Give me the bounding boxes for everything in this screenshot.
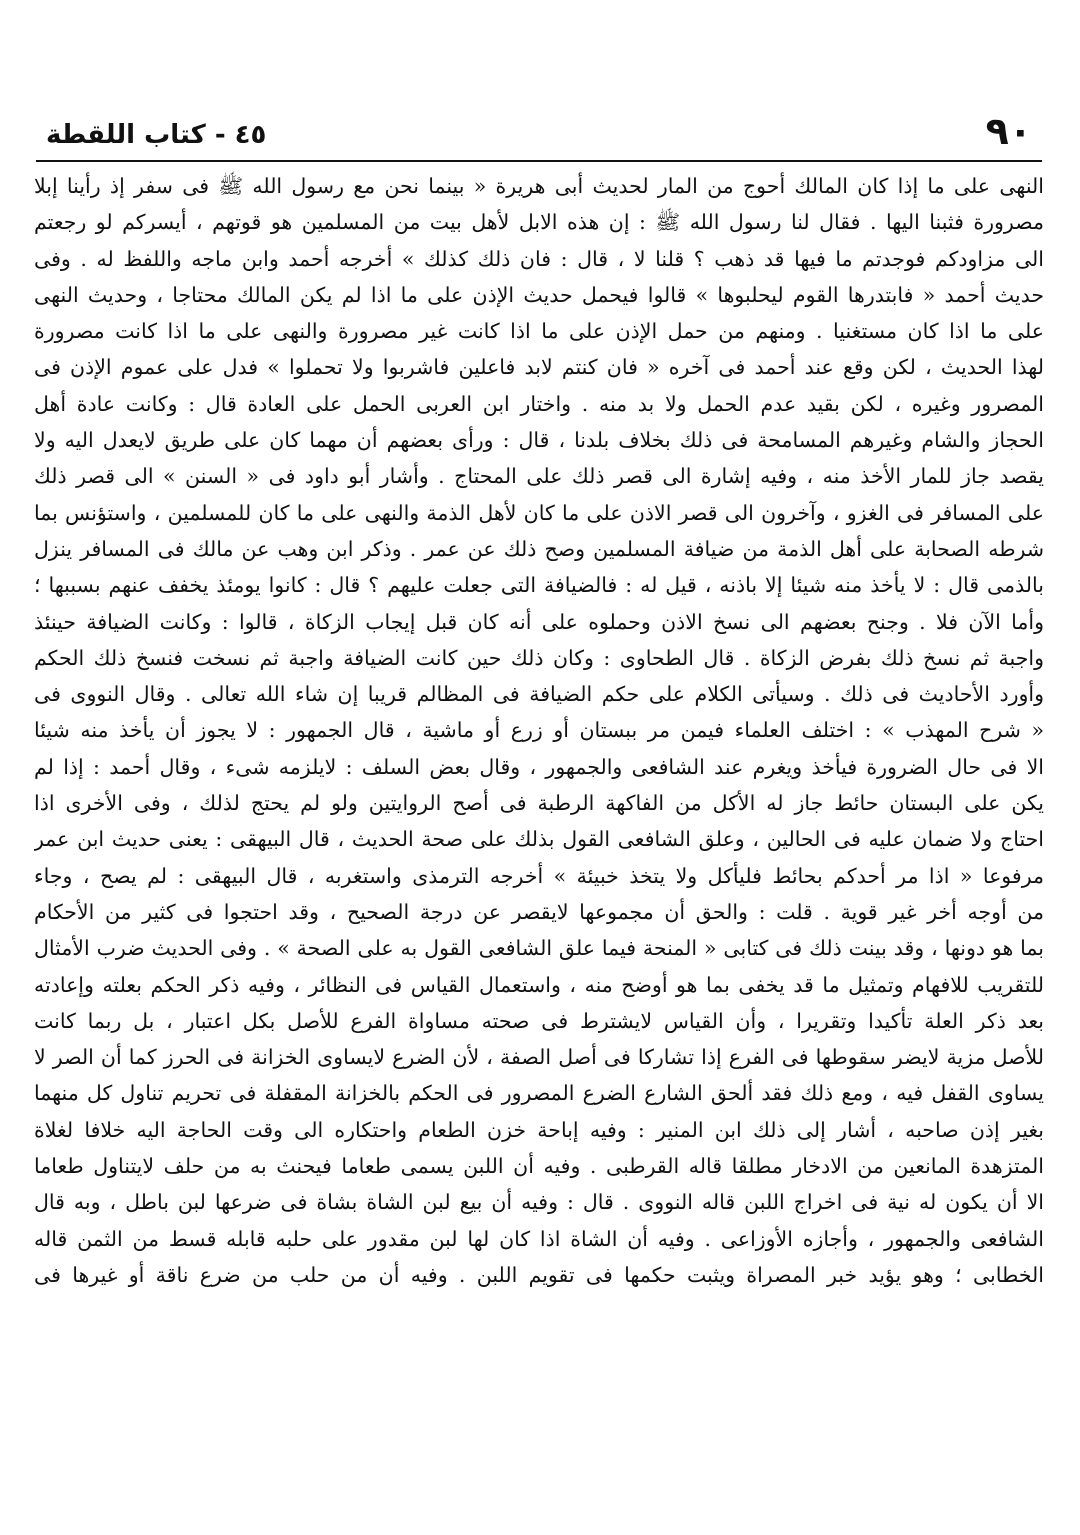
text-line: مصرورة فثبنا اليها . فقال لنا رسول الله ﷺ : إن هذه الابل لأهل بيت من المسلمين هو قوتهم ، أيسركم لو رجعتم: [34, 210, 1044, 235]
text-line: لهذا الحديث ، لكن وقع عند أحمد فى آخره « فان كنتم لابد فاعلين فاشربوا ولا تحملوا » فدل على عموم الإذن فى: [34, 355, 1044, 380]
text-line: احتاج ولا ضمان عليه فى الحالين ، وعلق الشافعى القول بذلك على صحة الحديث ، قال البيهقى : يعنى حديث ابن عمر: [34, 827, 1044, 852]
text-line: واجبة ثم نسخ ذلك بفرض الزكاة . قال الطحاوى : وكان ذلك حين كانت الضيافة واجبة ثم نسخت فنسخ ذلك الحكم: [34, 645, 1044, 670]
text-line: « شرح المهذب » : اختلف العلماء فيمن مر ببستان أو زرع أو ماشية ، قال الجمهور : لا يجوز أن يأخذ منه شيئا: [34, 718, 1044, 743]
text-line: بغير إذن صاحبه ، أشار إلى ذلك ابن المنير : وفيه إباحة خزن الطعام واحتكاره الى وقت الحاجة اليه خلافا لغلاة: [34, 1117, 1044, 1142]
text-line: يقصد جاز للمار الأخذ منه ، وفيه إشارة الى قصر ذلك على المحتاج . وأشار أبو داود فى « السنن » الى قصر ذلك: [34, 464, 1044, 489]
header-divider: [36, 160, 1042, 162]
text-line: مرفوعا « اذا مر أحدكم بحائط فليأكل ولا يتخذ خبيئة » أخرجه الترمذى واستغربه ، قال البيهقى : لم يصح ، وجاء: [34, 863, 1044, 888]
text-line: حديث أحمد « فابتدرها القوم ليحلبوها » قالوا فيحمل حديث الإذن على ما اذا لم يكن المالك محتاجا ، وحديث النهى: [34, 282, 1044, 307]
text-line: النهى على ما إذا كان المالك أحوج من المار لحديث أبى هريرة « بينما نحن مع رسول الله ﷺ فى سفر إذ رأينا إبلا: [34, 174, 1044, 198]
book-title: ٤٥ - كتاب اللقطة: [46, 120, 267, 150]
body-text: [34, 168, 1044, 1293]
document-page: [34, 100, 1044, 1520]
text-line: على ما اذا كان مستغنيا . ومنهم من حمل الإذن على ما اذا كانت غير مصرورة والنهى على ما اذا كانت مصرورة: [34, 319, 1044, 344]
text-line: من أوجه أخر غير قوية . قلت : والحق أن مجموعها لايقصر عن درجة الصحيح ، وقد احتجوا فى كثير من الأحكام: [34, 899, 1044, 924]
text-line: الحجاز والشام وغيرهم المسامحة فى ذلك بخلاف بلدنا ، قال : ورأى بعضهم أن مهما كان على طريق لايعدل اليه ولا: [34, 428, 1044, 453]
text-line: بعد ذكر العلة تأكيدا وتقريرا ، وأن القياس لايشترط فى صحته مساواة الفرع للأصل بكل اعتبار ، بل ربما كانت: [34, 1008, 1044, 1033]
text-line: الا أن يكون له نية فى اخراج اللبن قاله النووى . قال : وفيه أن بيع لبن الشاة بشاة فى ضرعها لبن باطل ، وبه قال: [34, 1190, 1044, 1215]
text-line: المتزهدة المانعين من الادخار مطلقا قاله القرطبى . وفيه أن اللبن يسمى طعاما فيحنث به من حلف لايتناول طعاما: [34, 1154, 1044, 1179]
text-line: بالذمى قال : لا يأخذ منه شيئا إلا باذنه ، قيل له : فالضيافة التى جعلت عليهم ؟ قال : كانوا يومئذ يخفف عنهم بسببها ؛: [34, 573, 1044, 598]
page-header: [34, 100, 1044, 160]
text-line: الا فى حال الضرورة فيأخذ ويغرم عند الشافعى والجمهور ، وقال بعض السلف : لايلزمه شىء ، وقال أحمد : إذا لم: [34, 754, 1044, 779]
text-line: بما هو دونها ، وقد بينت ذلك فى كتابى « المنحة فيما علق الشافعى القول به على الصحة » . وفى الحديث ضرب الأمثال: [34, 936, 1044, 961]
text-line: المصرور وغيره ، لكن بقيد عدم الحمل ولا بد منه . واختار ابن العربى الحمل على العادة قال : وكانت عادة أهل: [34, 391, 1044, 416]
text-line: الخطابى ؛ وهو يؤيد خبر المصراة ويثبت حكمها فى تقويم اللبن . وفيه أن من حلب من ضرع ناقة أو غيرها فى: [34, 1262, 1044, 1287]
text-line: يساوى القفل فيه ، ومع ذلك فقد ألحق الشارع الضرع المصرور فى الحكم بالخزانة المقفلة فى تحريم تناول كل منهما: [34, 1081, 1044, 1106]
text-line: الى مزاودكم فوجدتم ما فيها قد ذهب ؟ قلنا لا ، قال : فان ذلك كذلك » أخرجه أحمد وابن ماجه واللفظ له . وفى: [34, 246, 1044, 271]
page-number: ٩٠: [985, 109, 1032, 153]
text-line: للأصل مزية لايضر سقوطها فى الفرع إذا تشاركا فى أصل الصفة ، لأن الضرع لايساوى الخزانة فى الحرز كما أن الصر لا: [34, 1045, 1044, 1070]
text-line: يكن على البستان حائط جاز له الأكل من الفاكهة الرطبة فى أصح الروايتين ولو لم يحتج لذلك ، وفى الأخرى اذا: [34, 791, 1044, 816]
text-line: شرطه الصحابة على أهل الذمة من ضيافة المسلمين وصح ذلك عن عمر . وذكر ابن وهب عن مالك فى المسافر ينزل: [34, 536, 1044, 561]
text-line: للتقريب للافهام وتمثيل ما قد يخفى بما هو أوضح منه ، واستعمال القياس فى النظائر ، وفيه ذكر الحكم بعلته وإعادته: [34, 972, 1044, 997]
text-line: وأما الآن فلا . وجنح بعضهم الى نسخ الاذن وحملوه على أنه كان قبل إيجاب الزكاة ، قالوا : وكانت الضيافة حينئذ: [34, 609, 1044, 634]
text-line: الشافعى والجمهور ، وأجازه الأوزاعى . وفيه أن الشاة اذا كان لها لبن مقدور على حلبه قابله قسط من الثمن قاله: [34, 1226, 1044, 1251]
text-line: على المسافر فى الغزو ، وآخرون الى قصر الاذن على ما كان لأهل الذمة والنهى على ما كان للمسلمين ، واستؤنس بما: [34, 500, 1044, 525]
text-line: وأورد الأحاديث فى ذلك . وسيأتى الكلام على حكم الضيافة فى المظالم قريبا إن شاء الله تعالى . وقال النووى فى: [34, 682, 1044, 707]
